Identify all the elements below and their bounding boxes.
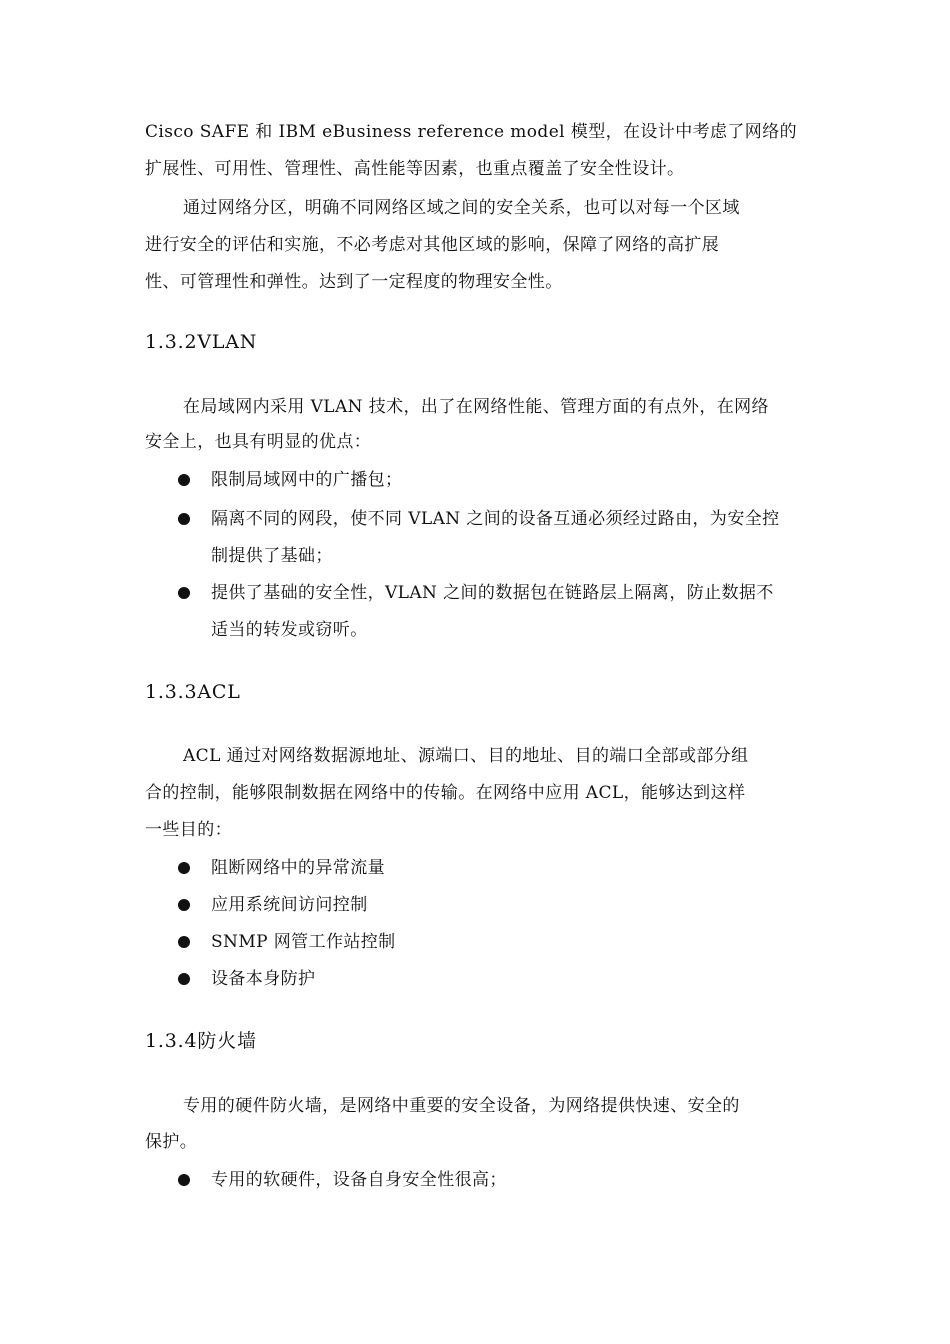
section-heading-vlan: 1.3.2VLAN [145,331,258,353]
section-heading-acl: 1.3.3ACL [145,681,241,703]
bullet-icon [178,1174,190,1186]
acl-bullet-3: SNMP 网管工作站控制 [211,932,396,952]
acl-paragraph-line-3: 一些目的： [145,820,232,840]
acl-bullet-1: 阻断网络中的异常流量 [211,858,385,878]
vlan-bullet-2-line-2: 制提供了基础； [211,546,333,566]
vlan-bullet-3-line-1: 提供了基础的安全性，VLAN 之间的数据包在链路层上隔离，防止数据不 [211,583,774,603]
vlan-paragraph-line-2: 安全上，也具有明显的优点： [145,432,372,452]
vlan-bullet-3-line-2: 适当的转发或窃听。 [211,620,368,640]
firewall-bullet-1: 专用的软硬件，设备自身安全性很高； [211,1170,507,1190]
bullet-icon [178,936,190,948]
vlan-bullet-1: 限制局域网中的广播包； [211,470,403,490]
bullet-icon [178,587,190,599]
vlan-bullet-2-line-1: 隔离不同的网段，使不同 VLAN 之间的设备互通必须经过路由，为安全控 [211,509,780,529]
acl-bullet-2: 应用系统间访问控制 [211,895,368,915]
bullet-icon [178,899,190,911]
intro-line-1: Cisco SAFE 和 IBM eBusiness reference model 模型，在设计中考虑了网络的 [145,122,798,142]
intro-p2-line-2: 进行安全的评估和实施，不必考虑对其他区域的影响，保障了网络的高扩展 [145,235,720,255]
bullet-icon [178,474,190,486]
firewall-paragraph-line-2: 保护。 [145,1132,198,1152]
acl-bullet-4: 设备本身防护 [211,969,316,989]
firewall-paragraph-line-1: 专用的硬件防火墙，是网络中重要的安全设备，为网络提供快速、安全的 [183,1096,740,1116]
acl-paragraph-line-2: 合的控制，能够限制数据在网络中的传输。在网络中应用 ACL，能够达到这样 [145,783,746,803]
acl-paragraph-line-1: ACL 通过对网络数据源地址、源端口、目的地址、目的端口全部或部分组 [183,746,749,766]
intro-p2-line-3: 性、可管理性和弹性。达到了一定程度的物理安全性。 [145,272,563,292]
bullet-icon [178,513,190,525]
intro-line-2: 扩展性、可用性、管理性、高性能等因素，也重点覆盖了安全性设计。 [145,159,685,179]
section-heading-firewall: 1.3.4防火墙 [145,1030,257,1052]
vlan-paragraph-line-1: 在局域网内采用 VLAN 技术，出了在网络性能、管理方面的有点外，在网络 [183,397,769,417]
intro-p2-line-1: 通过网络分区，明确不同网络区域之间的安全关系，也可以对每一个区域 [183,198,740,218]
bullet-icon [178,973,190,985]
bullet-icon [178,862,190,874]
